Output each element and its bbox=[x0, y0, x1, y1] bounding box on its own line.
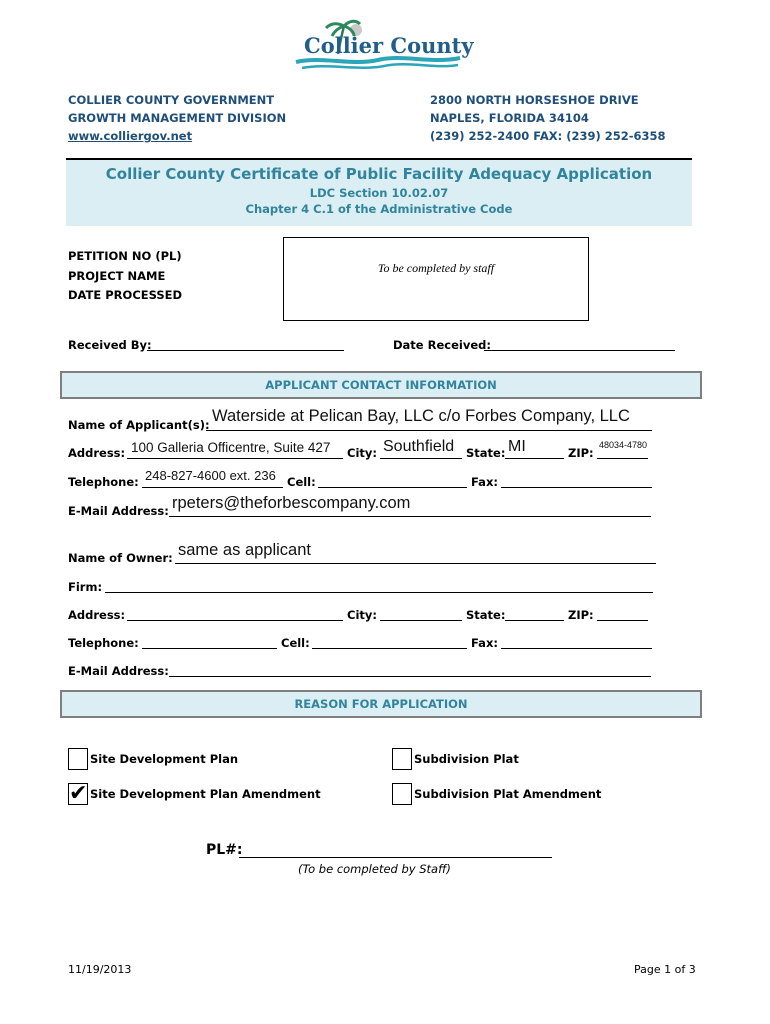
owner-firm-label: Firm: bbox=[68, 580, 103, 594]
applicant-name-value: Waterside at Pelican Bay, LLC c/o Forbes Company, LLC bbox=[212, 407, 630, 425]
applicant-cell-field[interactable] bbox=[318, 487, 467, 488]
petition-no-label: PETITION NO (PL) bbox=[68, 249, 182, 263]
subdivision-plat-label: Subdivision Plat bbox=[414, 752, 519, 766]
applicant-state-field[interactable] bbox=[505, 458, 564, 459]
staff-box bbox=[283, 237, 589, 321]
site-development-plan-checkbox[interactable] bbox=[68, 748, 88, 770]
applicant-address-field[interactable] bbox=[127, 458, 343, 459]
applicant-city-field[interactable] bbox=[380, 458, 462, 459]
subdivision-plat-checkbox[interactable] bbox=[392, 748, 412, 770]
check-mark-icon: ✔ bbox=[69, 780, 88, 805]
division-name: GROWTH MANAGEMENT DIVISION bbox=[68, 111, 287, 125]
street-address: 2800 NORTH HORSESHOE DRIVE bbox=[430, 93, 639, 107]
site-development-plan-label: Site Development Plan bbox=[90, 752, 239, 766]
owner-zip-field[interactable] bbox=[597, 620, 648, 621]
applicant-cell-label: Cell: bbox=[287, 475, 316, 489]
owner-cell-field[interactable] bbox=[312, 648, 467, 649]
applicant-telephone-value: 248-827-4600 ext. 236 bbox=[145, 468, 276, 483]
staff-note: To be completed by staff bbox=[377, 261, 495, 275]
applicant-email-field[interactable] bbox=[169, 516, 651, 517]
phone-fax: (239) 252-2400 FAX: (239) 252-6358 bbox=[430, 129, 666, 143]
applicant-state-label: State: bbox=[466, 446, 506, 460]
agency-name: COLLIER COUNTY GOVERNMENT bbox=[68, 93, 275, 107]
applicant-address-label: Address: bbox=[68, 446, 126, 460]
received-by-label: Received By: bbox=[68, 338, 152, 352]
logo-text: Collier County bbox=[304, 33, 474, 58]
date-received-field[interactable] bbox=[484, 350, 675, 351]
applicant-name-label: Name of Applicant(s): bbox=[68, 418, 210, 432]
owner-city-field[interactable] bbox=[380, 620, 462, 621]
pl-number-field[interactable] bbox=[239, 857, 552, 858]
website-link[interactable]: www.colliergov.net bbox=[68, 129, 193, 143]
form-title: Collier County Certificate of Public Facility Adequacy Application bbox=[105, 165, 653, 183]
applicant-address-value: 100 Galleria Officentre, Suite 427 bbox=[131, 440, 331, 455]
applicant-city-label: City: bbox=[347, 446, 377, 460]
subdivision-plat-amendment-label: Subdivision Plat Amendment bbox=[414, 787, 602, 801]
applicant-telephone-label: Telephone: bbox=[68, 475, 139, 489]
city-state: NAPLES, FLORIDA 34104 bbox=[430, 111, 589, 125]
pl-number-label: PL#: bbox=[206, 842, 243, 858]
applicant-telephone-field[interactable] bbox=[142, 487, 283, 488]
owner-name-field[interactable] bbox=[175, 563, 656, 564]
applicant-zip-label: ZIP: bbox=[568, 446, 594, 460]
header-left bbox=[68, 91, 286, 145]
received-by-field[interactable] bbox=[147, 350, 344, 351]
sdp-amendment-label: Site Development Plan Amendment bbox=[90, 787, 321, 801]
date-processed-label: DATE PROCESSED bbox=[68, 288, 183, 302]
owner-fax-label: Fax: bbox=[471, 636, 498, 650]
owner-email-label: E-Mail Address: bbox=[68, 664, 169, 678]
pl-note: (To be completed by Staff) bbox=[298, 862, 451, 876]
applicant-city-value: Southfield bbox=[383, 438, 455, 455]
owner-name-label: Name of Owner: bbox=[68, 551, 173, 565]
owner-telephone-field[interactable] bbox=[142, 648, 277, 649]
owner-state-label: State: bbox=[466, 608, 506, 622]
owner-telephone-label: Telephone: bbox=[68, 636, 139, 650]
owner-state-field[interactable] bbox=[505, 620, 564, 621]
title-box bbox=[66, 158, 692, 226]
admin-code: Chapter 4 C.1 of the Administrative Code bbox=[245, 202, 513, 216]
petition-labels bbox=[68, 247, 182, 306]
applicant-zip-field[interactable] bbox=[597, 458, 648, 459]
subdivision-plat-amendment-checkbox[interactable] bbox=[392, 783, 412, 805]
applicant-name-field[interactable] bbox=[206, 430, 652, 431]
project-name-label: PROJECT NAME bbox=[68, 268, 166, 283]
owner-fax-field[interactable] bbox=[501, 648, 652, 649]
footer-date: 11/19/2013 bbox=[68, 963, 132, 976]
owner-name-value: same as applicant bbox=[178, 541, 311, 559]
applicant-fax-field[interactable] bbox=[501, 487, 652, 488]
date-received-label: Date Received: bbox=[393, 338, 491, 352]
owner-city-label: City: bbox=[347, 608, 377, 622]
owner-cell-label: Cell: bbox=[281, 636, 310, 650]
applicant-email-value: rpeters@theforbescompany.com bbox=[172, 494, 411, 512]
applicant-zip-value: 48034-4780 bbox=[599, 440, 648, 450]
owner-firm-field[interactable] bbox=[105, 592, 653, 593]
ldc-section: LDC Section 10.02.07 bbox=[309, 186, 449, 200]
owner-email-field[interactable] bbox=[169, 676, 651, 677]
applicant-email-label: E-Mail Address: bbox=[68, 504, 169, 518]
owner-address-label: Address: bbox=[68, 608, 126, 622]
footer-page: Page 1 of 3 bbox=[634, 963, 696, 976]
header-right bbox=[430, 91, 666, 145]
collier-county-logo bbox=[292, 18, 474, 74]
applicant-state-value: MI bbox=[508, 438, 526, 455]
owner-zip-label: ZIP: bbox=[568, 608, 594, 622]
owner-address-field[interactable] bbox=[127, 620, 343, 621]
applicant-fax-label: Fax: bbox=[471, 475, 498, 489]
applicant-section-header: APPLICANT CONTACT INFORMATION bbox=[60, 371, 702, 399]
reason-section-header: REASON FOR APPLICATION bbox=[60, 690, 702, 718]
sdp-amendment-checkbox[interactable] bbox=[68, 780, 88, 805]
